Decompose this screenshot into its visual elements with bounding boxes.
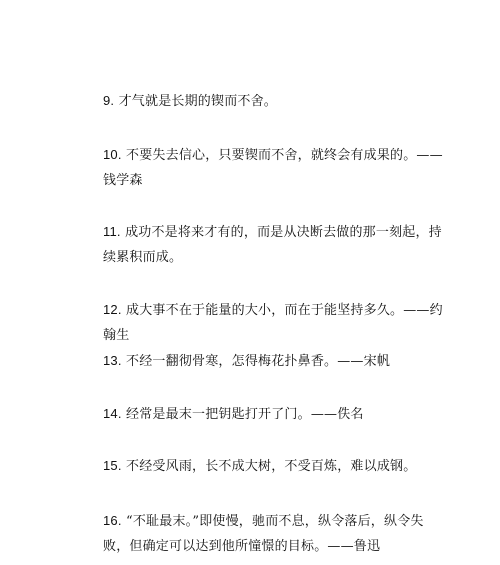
quote-text: 经常是最末一把钥匙打开了门。——佚名 bbox=[126, 407, 364, 422]
quote-item bbox=[103, 453, 443, 479]
quote-number: 12. bbox=[103, 302, 122, 317]
quote-number: 10. bbox=[103, 147, 122, 162]
quote-text: 不经受风雨，长不成大树，不受百炼，难以成钢。 bbox=[126, 459, 417, 474]
quote-number: 15. bbox=[103, 458, 122, 473]
quote-number: 14. bbox=[103, 406, 122, 421]
quote-item bbox=[103, 142, 443, 193]
quote-number: 11. bbox=[103, 224, 121, 239]
quote-item bbox=[103, 508, 443, 559]
quote-number: 16. bbox=[103, 513, 122, 528]
quote-text: 不要失去信心，只要锲而不舍，就终会有成果的。——钱学森 bbox=[103, 148, 443, 188]
quote-text: 成大事不在于能量的大小，而在于能坚持多久。——约翰生 bbox=[103, 303, 443, 343]
quote-item bbox=[103, 88, 443, 114]
quote-text: 才气就是长期的锲而不舍。 bbox=[118, 94, 277, 109]
quote-item bbox=[103, 401, 443, 427]
quote-item bbox=[103, 219, 443, 270]
quote-item bbox=[103, 297, 443, 348]
quote-text: 成功不是将来才有的，而是从决断去做的那一刻起，持续累积而成。 bbox=[103, 225, 442, 265]
quote-number: 9. bbox=[103, 93, 115, 108]
quote-text: “不耻最末。”即使慢，驰而不息，纵令落后，纵令失败，但确定可以达到他所憧憬的目标。——鲁迅 bbox=[103, 514, 424, 554]
quote-number: 13. bbox=[103, 353, 122, 368]
quote-text: 不经一翻彻骨寒，怎得梅花扑鼻香。——宋帆 bbox=[126, 354, 391, 369]
quote-item bbox=[103, 348, 443, 374]
